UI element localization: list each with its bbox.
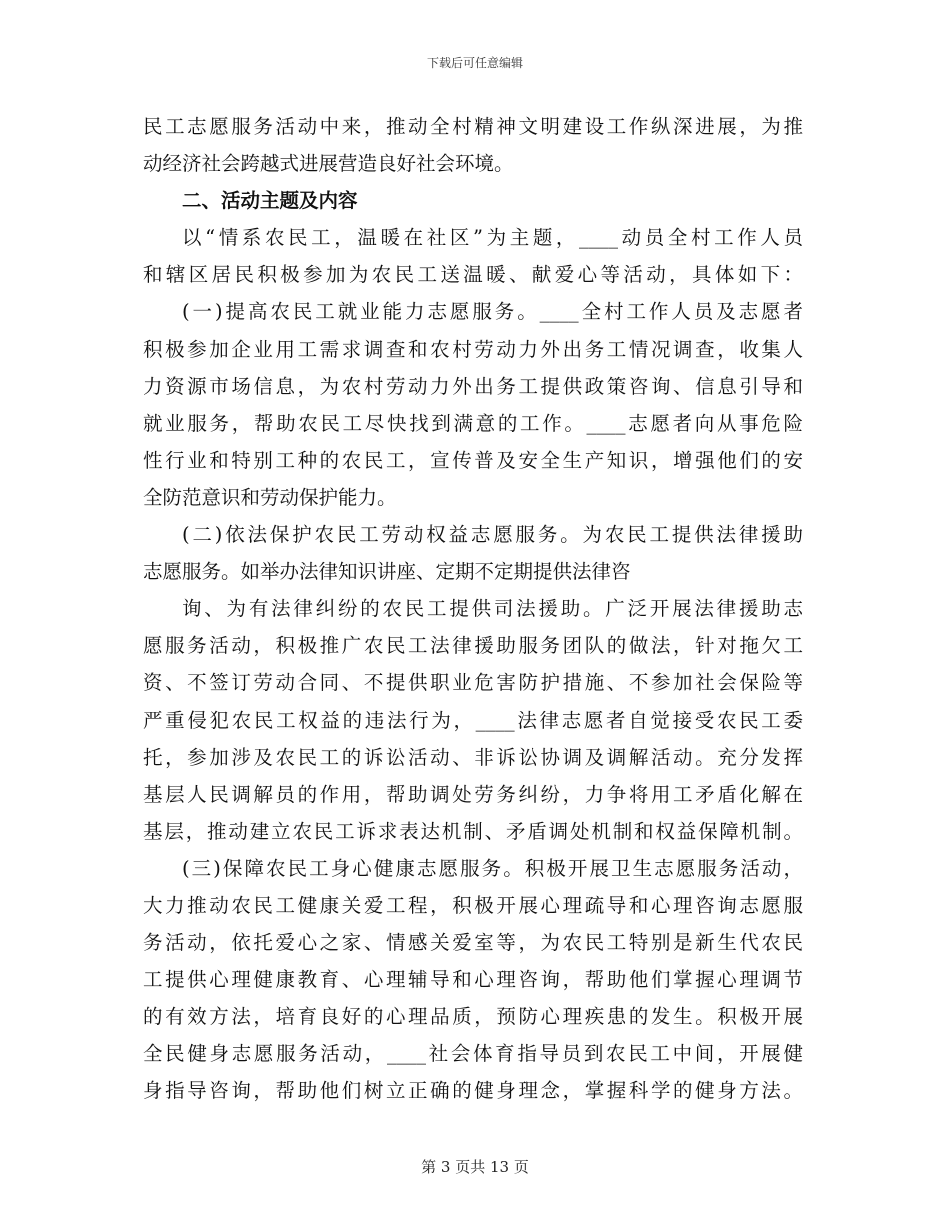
section-heading: 二、活动主题及内容 xyxy=(182,189,358,213)
text-line: 愿服务活动，积极推广农民工法律援助服务团队的做法，针对拖欠工 xyxy=(143,634,803,658)
page-header: 下载后可任意编辑 xyxy=(426,56,523,70)
text-line: (三)保障农民工身心健康志愿服务。积极开展卫生志愿服务活动， xyxy=(182,856,803,880)
text-line: 和辖区居民积极参加为农民工送温暖、献爱心等活动，具体如下： xyxy=(143,263,803,287)
document-body xyxy=(143,108,803,1110)
text-line: 身指导咨询，帮助他们树立正确的健身理念，掌握科学的健身方法。 xyxy=(143,1079,803,1103)
text-line: 大力推动农民工健康关爱工程，积极开展心理疏导和心理咨询志愿服 xyxy=(143,893,803,917)
text-line: 的有效方法，培育良好的心理品质，预防心理疾患的发生。积极开展 xyxy=(143,1005,803,1029)
text-line: 工提供心理健康教育、心理辅导和心理咨询，帮助他们掌握心理调节 xyxy=(143,968,803,992)
text-line: 以“情系农民工，温暖在社区”为主题，____动员全村工作人员 xyxy=(182,226,803,250)
text-line: 志愿服务。如举办法律知识讲座、定期不定期提供法律咨 xyxy=(143,560,631,584)
page-footer: 第 3 页共 13 页 xyxy=(421,1158,529,1176)
text-line: 严重侵犯农民工权益的违法行为，____法律志愿者自觉接受农民工委 xyxy=(143,708,803,732)
text-line: 民工志愿服务活动中来，推动全村精神文明建设工作纵深进展，为推 xyxy=(143,115,803,138)
text-line: 资、不签订劳动合同、不提供职业危害防护措施、不参加社会保险等 xyxy=(143,671,803,695)
text-line: 基层人民调解员的作用，帮助调处劳务纠纷，力争将用工矛盾化解在 xyxy=(143,782,803,806)
text-line: 积极参加企业用工需求调查和农村劳动力外出务工情况调查，收集人 xyxy=(143,337,803,361)
text-line: 动经济社会跨越式进展营造良好社会环境。 xyxy=(143,152,514,176)
text-line: 托，参加涉及农民工的诉讼活动、非诉讼协调及调解活动。充分发挥 xyxy=(143,745,803,769)
text-line: (一)提高农民工就业能力志愿服务。____全村工作人员及志愿者 xyxy=(182,300,803,324)
text-line: 就业服务，帮助农民工尽快找到满意的工作。____志愿者向从事危险 xyxy=(143,411,803,435)
text-line: 务活动，依托爱心之家、情感关爱室等，为农民工特别是新生代农民 xyxy=(143,931,803,955)
text-line: 全防范意识和劳动保护能力。 xyxy=(143,485,397,509)
text-line: (二)依法保护农民工劳动权益志愿服务。为农民工提供法律援助 xyxy=(182,523,803,547)
text-line: 基层，推动建立农民工诉求表达机制、矛盾调处机制和权益保障机制。 xyxy=(143,819,803,843)
text-line: 询、为有法律纠纷的农民工提供司法援助。广泛开展法律援助志 xyxy=(182,597,803,621)
text-line: 全民健身志愿服务活动，____社会体育指导员到农民工中间，开展健 xyxy=(143,1042,803,1066)
text-line: 性行业和特别工种的农民工，宣传普及安全生产知识，增强他们的安 xyxy=(143,448,803,472)
text-line: 力资源市场信息，为农村劳动力外出务工提供政策咨询、信息引导和 xyxy=(143,374,803,398)
